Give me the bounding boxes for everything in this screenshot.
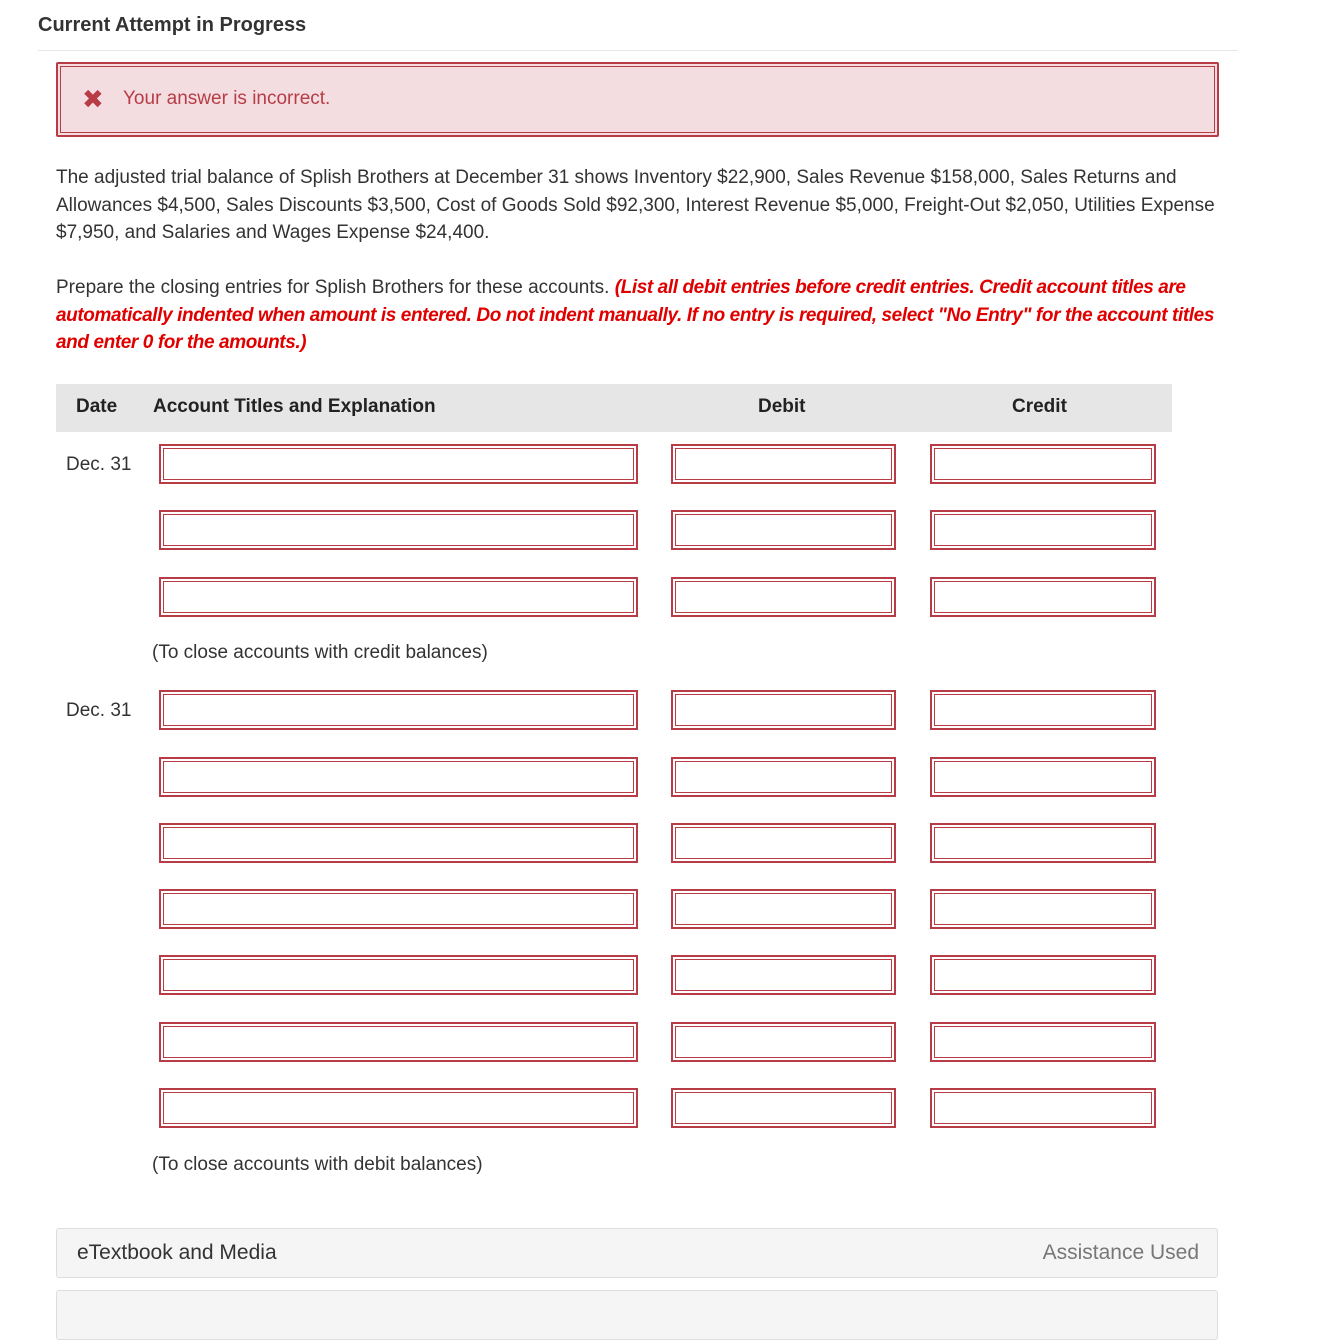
instruction-emphasis: (List all debit entries before credit entries. Credit account titles are automatically indented when amount is entered. Do not indent manually. If no entry is required, select "No Entry" for the account titles and enter 0 for the amounts.) xyxy=(56,277,1214,353)
etextbook-media-bar[interactable] xyxy=(56,1228,1218,1278)
entry-2-row-5-account-input[interactable] xyxy=(159,955,638,995)
instructions xyxy=(56,274,1216,357)
feedback-banner xyxy=(56,62,1219,137)
entry-2-row-1-debit-input[interactable] xyxy=(671,690,896,730)
entry-2-row-6-credit-input[interactable] xyxy=(930,1022,1156,1062)
entry-2-explanation: (To close accounts with debit balances) xyxy=(152,1154,483,1175)
etextbook-media-link[interactable]: eTextbook and Media xyxy=(77,1241,277,1264)
credit-column-header: Credit xyxy=(1012,396,1067,417)
entry-1-row-3-credit-input[interactable] xyxy=(930,577,1156,617)
page-title: Current Attempt in Progress xyxy=(38,14,307,36)
entry-2-row-1-account-input[interactable] xyxy=(159,690,638,730)
entry-1-row-1-debit-input[interactable] xyxy=(671,444,896,484)
question-text: The adjusted trial balance of Splish Brothers at December 31 shows Inventory $22,900, Sales Revenue $158,000, Sales Returns and Allowances $4,500, Sales Discounts $3,500, Cost of Goods Sold $92,300, Interest Revenue $5,000, Freight-Out $2,050, Utilities Expense $7,950, and Salaries and Wages Expense $24,400. xyxy=(56,167,1215,243)
entry-2-row-3-debit-input[interactable] xyxy=(671,823,896,863)
entry-2-date: Dec. 31 xyxy=(66,700,132,721)
feedback-message: Your answer is incorrect. xyxy=(123,88,331,109)
instruction-text: Prepare the closing entries for Splish Brothers for these accounts. xyxy=(56,277,610,298)
entry-1-row-1-credit-input[interactable] xyxy=(930,444,1156,484)
entry-2-row-7-credit-input[interactable] xyxy=(930,1088,1156,1128)
entry-2-row-1-credit-input[interactable] xyxy=(930,690,1156,730)
entry-2-row-6-account-input[interactable] xyxy=(159,1022,638,1062)
entry-2-row-2-credit-input[interactable] xyxy=(930,757,1156,797)
entry-1-row-2-debit-input[interactable] xyxy=(671,510,896,550)
entry-1-row-2-credit-input[interactable] xyxy=(930,510,1156,550)
close-x-icon: ✖ xyxy=(82,84,104,114)
entry-1-row-1-account-input[interactable] xyxy=(159,444,638,484)
entry-2-row-2-debit-input[interactable] xyxy=(671,757,896,797)
entry-2-row-4-credit-input[interactable] xyxy=(930,889,1156,929)
entry-1-row-3-debit-input[interactable] xyxy=(671,577,896,617)
entry-1-row-2-account-input[interactable] xyxy=(159,510,638,550)
entry-2-row-7-debit-input[interactable] xyxy=(671,1088,896,1128)
entry-2-row-4-debit-input[interactable] xyxy=(671,889,896,929)
entry-1-date: Dec. 31 xyxy=(66,454,132,475)
entry-2-row-4-account-input[interactable] xyxy=(159,889,638,929)
date-column-header: Date xyxy=(76,396,118,417)
entry-2-row-5-credit-input[interactable] xyxy=(930,955,1156,995)
entry-2-row-3-credit-input[interactable] xyxy=(930,823,1156,863)
entry-2-row-2-account-input[interactable] xyxy=(159,757,638,797)
account-column-header: Account Titles and Explanation xyxy=(153,396,436,417)
debit-column-header: Debit xyxy=(758,396,806,417)
entry-2-row-7-account-input[interactable] xyxy=(159,1088,638,1128)
entry-2-row-6-debit-input[interactable] xyxy=(671,1022,896,1062)
next-resource-bar[interactable] xyxy=(56,1290,1218,1340)
title-divider xyxy=(38,50,1238,51)
entry-2-row-5-debit-input[interactable] xyxy=(671,955,896,995)
entry-1-row-3-account-input[interactable] xyxy=(159,577,638,617)
journal-table-header xyxy=(56,384,1172,432)
assistance-used-label: Assistance Used xyxy=(1042,1241,1199,1264)
entry-1-explanation: (To close accounts with credit balances) xyxy=(152,642,488,663)
entry-2-row-3-account-input[interactable] xyxy=(159,823,638,863)
